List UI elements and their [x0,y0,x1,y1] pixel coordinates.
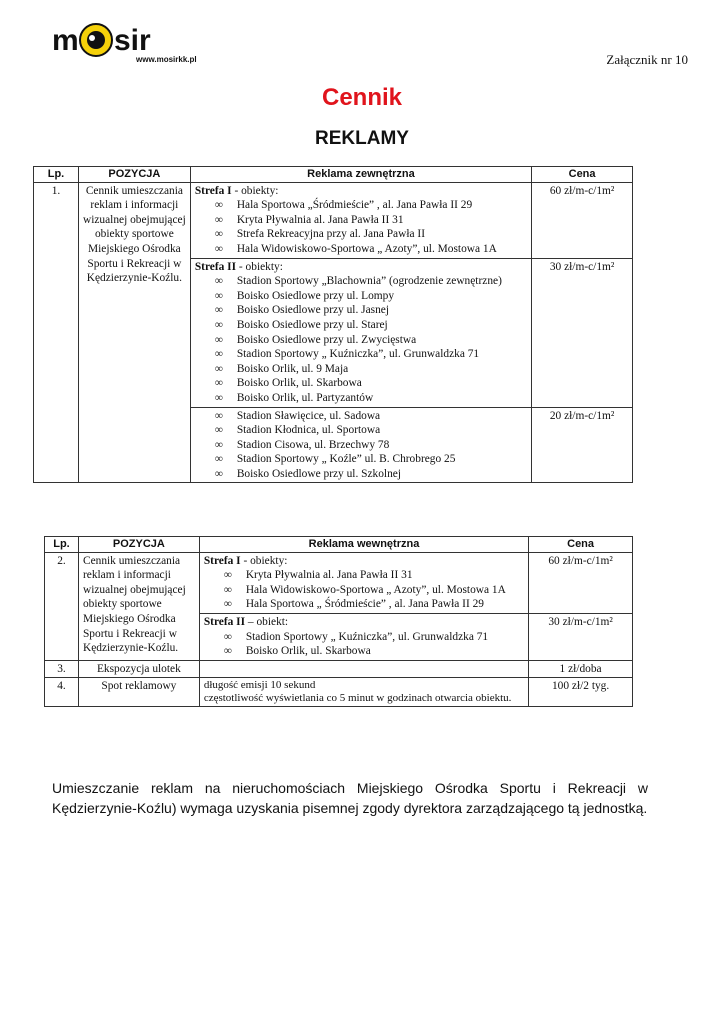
venue-list [195,274,527,405]
venue-name: Stadion Sportowy „ Koźle” ul. B. Chrobrego 25 [236,453,456,466]
page-subtitle: REKLAMY [315,128,409,149]
venue-name: Stadion Sportowy „ Kuźniczka”, ul. Grunwaldzka 71 [245,630,489,643]
zone-heading [195,184,527,199]
venue-item [195,242,527,257]
venue-item [195,347,527,362]
venue-item [204,583,524,598]
infinity-bullet-icon: ∞ [214,348,223,361]
row-position: Spot reklamowy [78,678,199,707]
zone-suffix: - obiekty: [236,260,283,273]
table-header-row [45,537,633,553]
venue-item [195,376,527,391]
infinity-bullet-icon: ∞ [214,213,223,226]
infinity-bullet-icon: ∞ [214,377,223,390]
venue-item [195,409,527,424]
infinity-bullet-icon: ∞ [214,304,223,317]
venue-name: Stadion Sportowy „ Kuźniczka”, ul. Grunwaldzka 71 [236,348,480,361]
zone-heading [204,615,524,630]
infinity-bullet-icon: ∞ [214,318,223,331]
logo-url: www.mosirkk.pl [136,55,197,64]
venue-item [195,227,527,242]
infinity-bullet-icon: ∞ [214,228,223,241]
zone-cell [199,552,528,613]
row-price: 1 zł/doba [529,660,633,678]
venue-item [195,333,527,348]
row-price: 100 zł/2 tyg. [529,678,633,707]
infinity-bullet-icon: ∞ [214,289,223,302]
venue-item [204,597,524,612]
indoor-ads-table [44,536,633,707]
header-price: Cena [529,537,633,553]
infinity-bullet-icon: ∞ [214,275,223,288]
table-header-row [34,167,633,183]
row-price: 20 zł/m-c/1m² [532,407,633,483]
infinity-bullet-icon: ∞ [223,598,232,611]
venue-item [195,467,527,482]
row-price: 30 zł/m-c/1m² [532,258,633,407]
header-ad-type: Reklama wewnętrzna [199,537,528,553]
zone-suffix: - obiekty: [231,184,279,197]
row-number: 3. [45,660,79,678]
row-description: długość emisji 10 sekund częstotliwość wyświetlania co 5 minut w godzinach otwarcia obiektu. [199,678,528,707]
infinity-bullet-icon: ∞ [214,438,223,451]
venue-name: Strefa Rekreacyjna przy al. Jana Pawła II [236,228,425,241]
venue-list [204,630,524,659]
table-row [45,660,633,678]
infinity-bullet-icon: ∞ [223,645,232,658]
table-row [45,552,633,613]
row-position: Ekspozycja ulotek [78,660,199,678]
venue-name: Boisko Orlik, ul. Skarbowa [236,377,362,390]
header-price: Cena [532,167,633,183]
page-title: Cennik [321,84,402,111]
footer-note: Umieszczanie reklam na nieruchomościach Miejskiego Ośrodka Sportu i Rekreacji w Kędzierzynie-Koźlu) wymaga uzyskania pisemnej zgody dyrektora zarządzającego tą jednostką. [52,780,648,816]
infinity-bullet-icon: ∞ [214,362,223,375]
venue-item [195,452,527,467]
infinity-bullet-icon: ∞ [223,583,232,596]
infinity-bullet-icon: ∞ [223,569,232,582]
mosir-logo [52,20,232,66]
zone-cell [199,613,528,660]
venue-item [195,391,527,406]
venue-name: Boisko Osiedlowe przy ul. Zwycięstwa [236,333,417,346]
table-row [34,182,633,258]
venue-name: Kryta Pływalnia al. Jana Pawła II 31 [245,569,413,582]
venue-name: Boisko Osiedlowe przy ul. Lompy [236,289,395,302]
header-lp: Lp. [34,167,79,183]
venue-item [195,423,527,438]
header-ad-type: Reklama zewnętrzna [190,167,531,183]
header-position: POZYCJA [78,167,190,183]
venue-name: Boisko Osiedlowe przy ul. Szkolnej [236,467,402,480]
row-price: 60 zł/m-c/1m² [532,182,633,258]
svg-text:m: m [52,24,79,57]
venue-item [195,318,527,333]
zone-label: Strefa II [194,260,237,273]
zone-heading [204,554,524,569]
venue-name: Boisko Osiedlowe przy ul. Jasnej [236,304,389,317]
infinity-bullet-icon: ∞ [214,453,223,466]
svg-text:sir: sir [114,24,151,57]
venue-item [195,198,527,213]
venue-item [204,630,524,645]
row-number: 4. [45,678,79,707]
row-position: Cennik umieszczania reklam i informacji wizualnej obejmującej obiekty sportowe Miejskiego Ośrodka Sportu i Rekreacji w Kędzierzynie-Koźlu. [78,182,190,483]
zone-heading [195,260,527,275]
venue-item [204,568,524,583]
venue-name: Stadion Sławięcice, ul. Sadowa [236,409,381,422]
outdoor-ads-table [33,166,633,483]
zone-label: Strefa I [194,184,232,197]
infinity-bullet-icon: ∞ [214,333,223,346]
header-position: POZYCJA [78,537,199,553]
venue-item [195,362,527,377]
zone-suffix: – obiekt: [245,615,289,628]
venue-item [195,274,527,289]
table-row [45,678,633,707]
venue-name: Boisko Orlik, ul. 9 Maja [236,362,349,375]
venue-name: Boisko Osiedlowe przy ul. Starej [236,318,388,331]
zone-cell [190,182,531,258]
zone-cell [190,407,531,483]
row-price: 30 zł/m-c/1m² [529,613,633,660]
venue-name: Stadion Sportowy „Blachownia” (ogrodzenie zewnętrzne) [236,275,502,288]
row-description [199,660,528,678]
venue-list [204,568,524,612]
venue-list [195,409,527,482]
infinity-bullet-icon: ∞ [214,467,223,480]
venue-name: Boisko Orlik, ul. Skarbowa [245,645,371,658]
infinity-bullet-icon: ∞ [214,409,223,422]
venue-item [195,213,527,228]
row-number: 2. [45,552,79,660]
infinity-bullet-icon: ∞ [214,424,223,437]
infinity-bullet-icon: ∞ [223,630,232,643]
venue-name: Hala Widowiskowo-Sportowa „ Azoty”, ul. Mostowa 1A [245,583,506,596]
venue-name: Stadion Cisowa, ul. Brzechwy 78 [236,438,390,451]
infinity-bullet-icon: ∞ [214,199,223,212]
zone-label: Strefa II [203,615,246,628]
venue-list [195,198,527,256]
venue-name: Stadion Kłodnica, ul. Sportowa [236,424,381,437]
venue-name: Kryta Pływalnia al. Jana Pawła II 31 [236,213,404,226]
header-lp: Lp. [45,537,79,553]
venue-name: Hala Sportowa „Śródmieście” , al. Jana Pawła II 29 [236,199,473,212]
infinity-bullet-icon: ∞ [214,242,223,255]
venue-name: Boisko Orlik, ul. Partyzantów [236,391,374,404]
venue-item [195,289,527,304]
venue-item [195,438,527,453]
row-price: 60 zł/m-c/1m² [529,552,633,613]
row-number: 1. [34,182,79,483]
attachment-label: Załącznik nr 10 [606,52,688,67]
venue-name: Hala Sportowa „ Śródmieście” , al. Jana Pawła II 29 [245,598,484,611]
zone-suffix: - obiekty: [240,554,288,567]
zone-cell [190,258,531,407]
zone-label: Strefa I [203,554,241,567]
row-position: Cennik umieszczania reklam i informacji wizualnej obejmującej obiekty sportowe Miejskiego Ośrodka Sportu i Rekreacji w Kędzierzynie-Koźlu. [78,552,199,660]
venue-name: Hala Widowiskowo-Sportowa „ Azoty”, ul. Mostowa 1A [236,242,497,255]
infinity-bullet-icon: ∞ [214,391,223,404]
venue-item [195,303,527,318]
venue-item [204,644,524,659]
